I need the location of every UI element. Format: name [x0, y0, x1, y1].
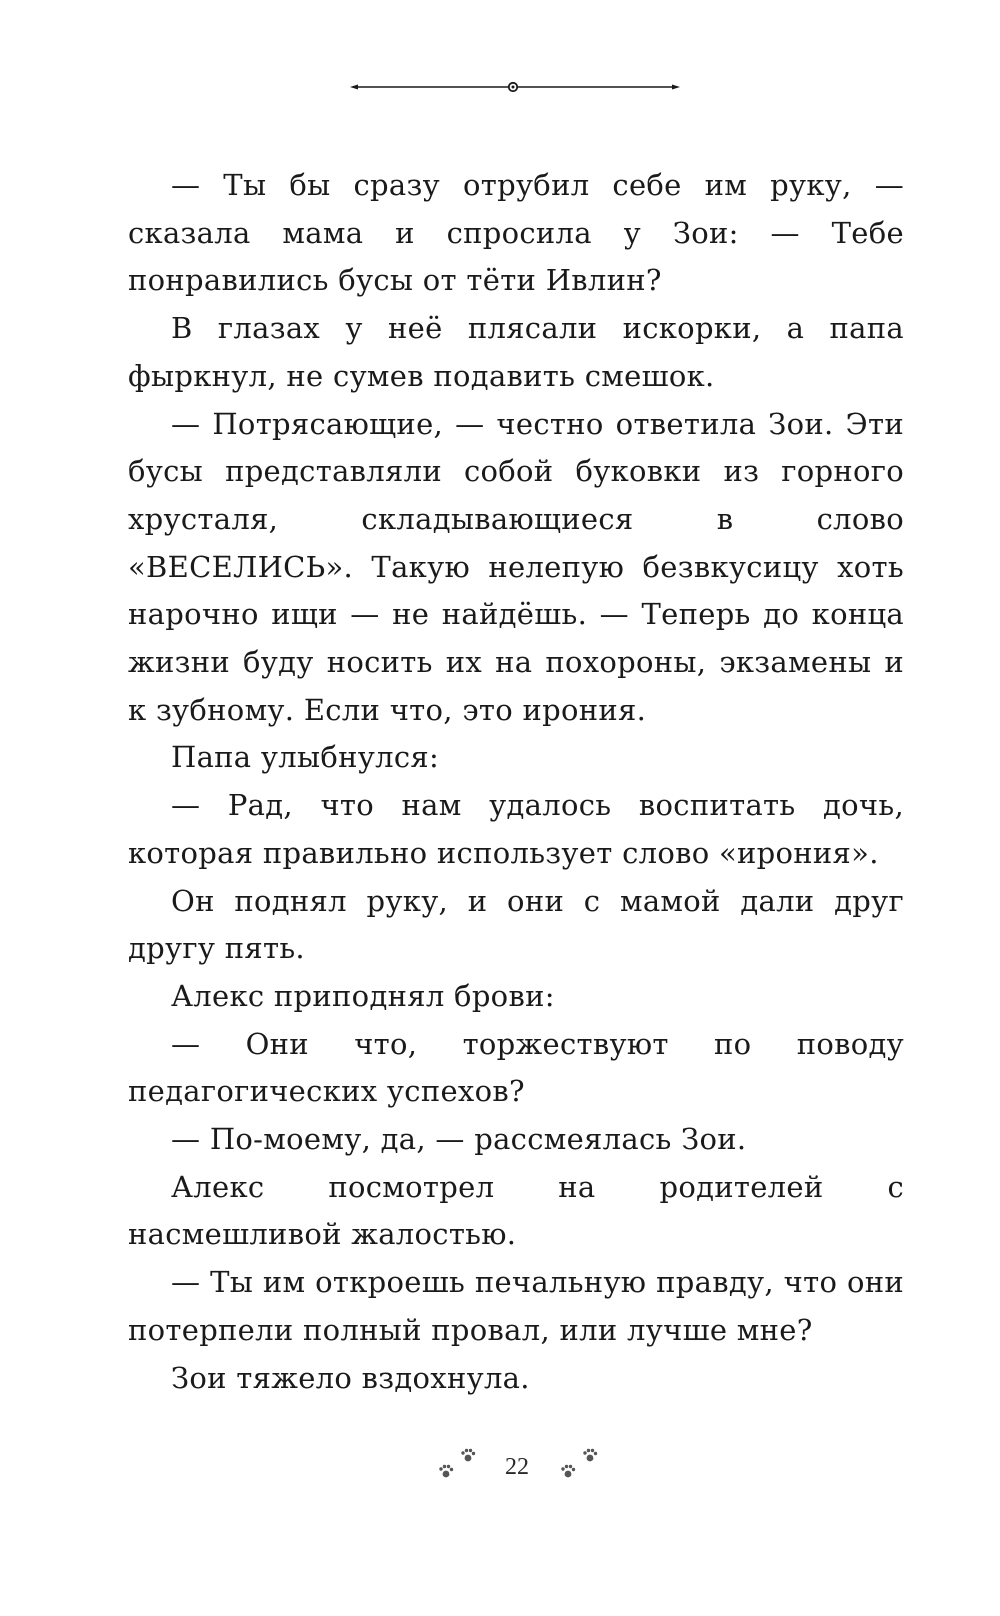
paw-print-icon [558, 1462, 578, 1482]
paragraph-6: Он поднял руку, и они с мамой дали друг другу пять. [128, 883, 904, 966]
paragraph-7: Алекс приподнял брови: [171, 978, 555, 1013]
page-footer [0, 1448, 1000, 1498]
header-ornament-divider [350, 80, 680, 94]
body-text [128, 162, 904, 1402]
paragraph-11: — Ты им откроешь печальную правду, что они потерпели полный провал, или лучше мне? [128, 1265, 904, 1347]
paragraph-2: В глазах у неё плясали искорки, а папа фыркнул, не сумев подавить смешок. [128, 311, 904, 393]
paragraph-10: Алекс посмотрел на родителей с насмешливой жалостью. [128, 1169, 904, 1252]
page-number: 22 [505, 1454, 529, 1480]
paw-print-icon [580, 1446, 600, 1466]
paragraph-8: — Они что, торжествуют по поводу педагогических успехов? [128, 1026, 904, 1109]
paragraph-3: — Потрясающие, — честно ответила Зои. Эти бусы представляли собой буковки из горного хрусталя, складывающиеся в слово «ВЕСЕЛИСЬ». Такую нелепую безвкусицу хоть нарочно ищи — не найдёшь. — Теперь до конца жизни буду носить их на похороны, экзамены и к зубному. Если что, это ирония. [128, 406, 904, 727]
paragraph-5: — Рад, что нам удалось воспитать дочь, которая правильно использует слово «ирония». [128, 788, 904, 870]
paragraph-4: Папа улыбнулся: [171, 740, 440, 775]
paragraph-12: Зои тяжело вздохнула. [171, 1360, 530, 1395]
paragraph-1: — Ты бы сразу отрубил себе им руку, — сказала мама и спросила у Зои: — Тебе понравились бусы от тёти Ивлин? [128, 168, 904, 298]
paragraph-9: — По-моему, да, — рассмеялась Зои. [171, 1122, 747, 1157]
